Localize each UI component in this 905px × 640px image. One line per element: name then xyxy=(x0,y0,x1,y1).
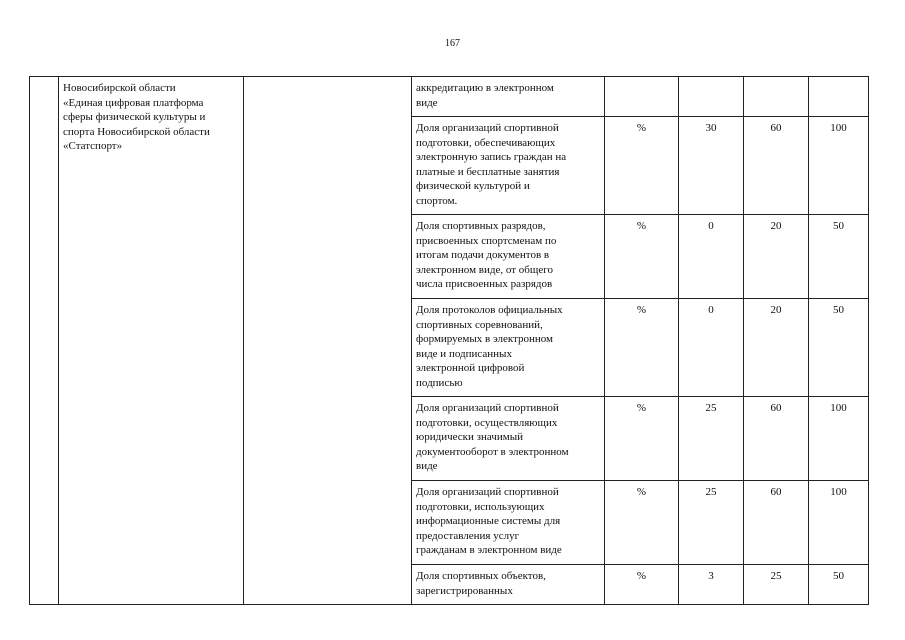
value-cell xyxy=(679,77,744,117)
value-cell: 100 xyxy=(809,117,869,215)
indicator-cell: аккредитацию в электронном виде xyxy=(412,77,605,117)
value-cell: 20 xyxy=(744,299,809,397)
value-cell: 25 xyxy=(679,397,744,481)
indicator-cell: Доля организаций спортивной подготовки, обеспечивающих электронную запись граждан на платные и бесплатные занятия физической культурой и спортом. xyxy=(412,117,605,215)
value-cell xyxy=(809,77,869,117)
value-cell: 25 xyxy=(679,481,744,565)
indicator-cell: Доля протоколов официальных спортивных соревнований, формируемых в электронном виде и подписанных электронной цифровой подписью xyxy=(412,299,605,397)
unit-cell: % xyxy=(605,117,679,215)
unit-cell xyxy=(605,77,679,117)
unit-cell: % xyxy=(605,397,679,481)
table-row xyxy=(30,77,869,117)
unit-cell: % xyxy=(605,215,679,299)
row-number-cell xyxy=(30,77,59,605)
program-detail-cell xyxy=(244,77,412,605)
unit-cell: % xyxy=(605,565,679,605)
value-cell: 100 xyxy=(809,397,869,481)
indicator-cell: Доля спортивных объектов, зарегистрированных xyxy=(412,565,605,605)
value-cell: 3 xyxy=(679,565,744,605)
value-cell: 25 xyxy=(744,565,809,605)
unit-cell: % xyxy=(605,299,679,397)
value-cell: 20 xyxy=(744,215,809,299)
value-cell: 0 xyxy=(679,299,744,397)
value-cell: 60 xyxy=(744,481,809,565)
indicators-table xyxy=(29,76,869,605)
page-number: 167 xyxy=(445,38,460,49)
indicator-cell: Доля организаций спортивной подготовки, использующих информационные системы для предоставления услуг гражданам в электронном виде xyxy=(412,481,605,565)
indicator-cell: Доля спортивных разрядов, присвоенных спортсменам по итогам подачи документов в электронном виде, от общего числа присвоенных разрядов xyxy=(412,215,605,299)
value-cell: 30 xyxy=(679,117,744,215)
unit-cell: % xyxy=(605,481,679,565)
value-cell: 50 xyxy=(809,565,869,605)
value-cell: 60 xyxy=(744,117,809,215)
value-cell: 100 xyxy=(809,481,869,565)
value-cell xyxy=(744,77,809,117)
indicator-cell: Доля организаций спортивной подготовки, осуществляющих юридически значимый документооборот в электронном виде xyxy=(412,397,605,481)
program-name-cell: Новосибирской области «Единая цифровая платформа сферы физической культуры и спорта Новосибирской области «Статспорт» xyxy=(59,77,244,605)
value-cell: 60 xyxy=(744,397,809,481)
value-cell: 50 xyxy=(809,299,869,397)
value-cell: 50 xyxy=(809,215,869,299)
value-cell: 0 xyxy=(679,215,744,299)
